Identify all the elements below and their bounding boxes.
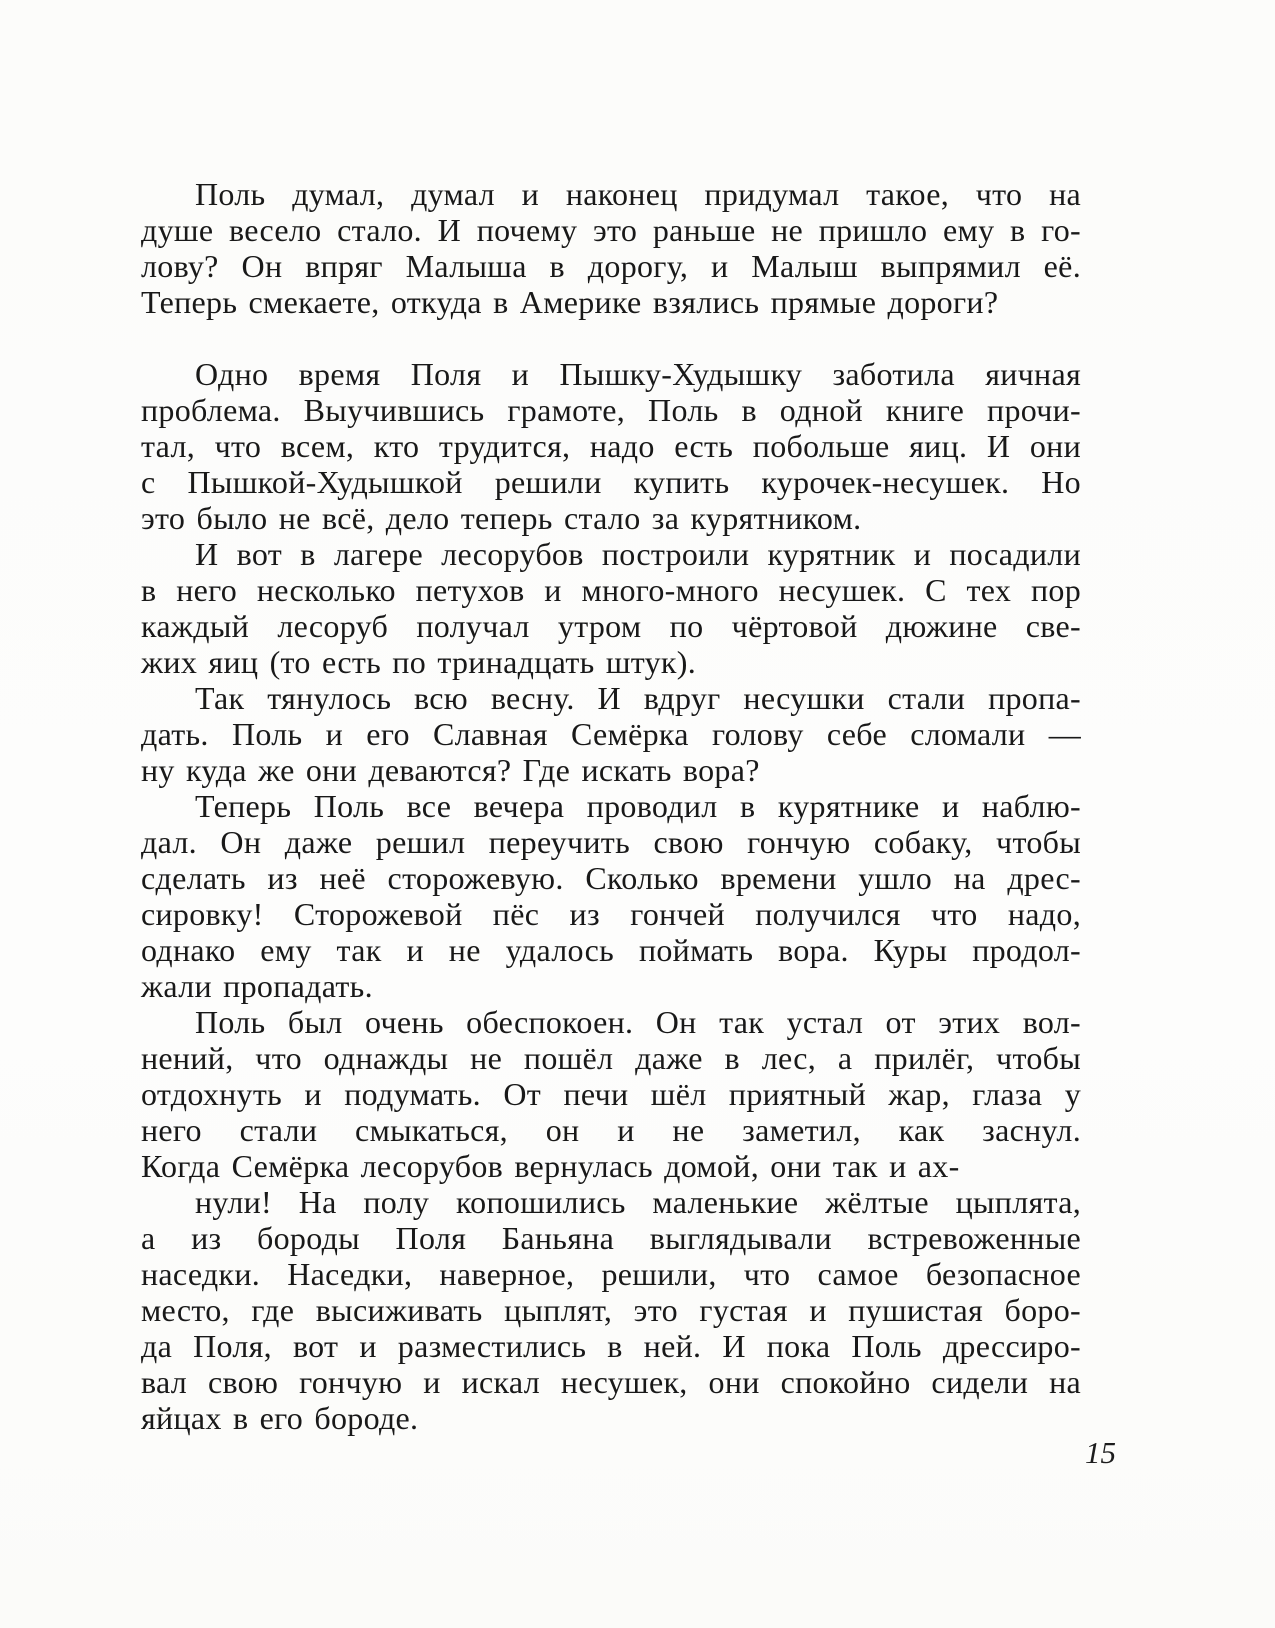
- text-line: жали пропадать.: [141, 968, 373, 1004]
- paragraph: [141, 176, 1081, 320]
- text-line: душе весело стало. И почему это раньше не пришло ему в го-: [141, 212, 1081, 248]
- paragraph: [141, 536, 1081, 680]
- text-line: вал свою гончую и искал несушек, они спокойно сидели на: [141, 1364, 1081, 1400]
- text-line: тал, что всем, кто трудится, надо есть побольше яиц. И они: [141, 428, 1081, 464]
- text-line: Так тянулось всю весну. И вдруг несушки стали пропа-: [195, 680, 1081, 716]
- text-line: И вот в лагере лесорубов построили курятник и посадили: [195, 536, 1081, 572]
- text-block: [141, 176, 1081, 1436]
- text-line: Поль был очень обеспокоен. Он так устал от этих вол-: [195, 1004, 1081, 1040]
- text-line: проблема. Выучившись грамоте, Поль в одной книге прочи-: [141, 392, 1081, 428]
- text-line: жих яиц (то есть по тринадцать штук).: [141, 644, 697, 680]
- paragraph: [141, 788, 1081, 1004]
- text-line: нули! На полу копошились маленькие жёлтые цыплята,: [195, 1184, 1081, 1220]
- text-line: в него несколько петухов и много-много несушек. С тех пор: [141, 572, 1081, 608]
- text-line: сделать из неё сторожевую. Сколько времени ушло на дрес-: [141, 860, 1081, 896]
- text-line: наседки. Наседки, наверное, решили, что самое безопасное: [141, 1256, 1081, 1292]
- text-line: а из бороды Поля Баньяна выглядывали встревоженные: [141, 1220, 1081, 1256]
- text-line: дать. Поль и его Славная Семёрка голову себе сломали —: [141, 716, 1081, 752]
- text-line: однако ему так и не удалось поймать вора. Куры продол-: [141, 932, 1081, 968]
- text-line: Поль думал, думал и наконец придумал такое, что на: [195, 176, 1081, 212]
- text-line: каждый лесоруб получал утром по чёртовой дюжине све-: [141, 608, 1081, 644]
- text-line: Теперь смекаете, откуда в Америке взялись прямые дороги?: [141, 284, 999, 320]
- text-line: Когда Семёрка лесорубов вернулась домой, они так и ах-: [141, 1148, 960, 1184]
- text-line: ну куда же они деваются? Где искать вора?: [141, 752, 760, 788]
- text-line: яйцах в его бороде.: [141, 1400, 419, 1436]
- text-line: Теперь Поль все вечера проводил в курятнике и наблю-: [195, 788, 1081, 824]
- text-line: нений, что однажды не пошёл даже в лес, а прилёг, чтобы: [141, 1040, 1081, 1076]
- text-line: лову? Он впряг Малыша в дорогу, и Малыш выпрямил её.: [141, 248, 1081, 284]
- text-line: это было не всё, дело теперь стало за курятником.: [141, 500, 862, 536]
- text-line: отдохнуть и подумать. От печи шёл приятный жар, глаза у: [141, 1076, 1081, 1112]
- paragraph: [141, 356, 1081, 536]
- text-line: Одно время Поля и Пышку-Худышку заботила яичная: [195, 356, 1081, 392]
- text-line: да Поля, вот и разместились в ней. И пока Поль дрессиро-: [141, 1328, 1081, 1364]
- page-number: 15: [1085, 1435, 1116, 1470]
- text-line: место, где высиживать цыплят, это густая и пушистая боро-: [141, 1292, 1081, 1328]
- text-line: с Пышкой-Худышкой решили купить курочек-несушек. Но: [141, 464, 1081, 500]
- paragraph: [141, 1184, 1081, 1436]
- text-line: сировку! Сторожевой пёс из гончей получился что надо,: [141, 896, 1081, 932]
- text-line: дал. Он даже решил переучить свою гончую собаку, чтобы: [141, 824, 1081, 860]
- paragraph: [141, 680, 1081, 788]
- paragraph: [141, 1004, 1081, 1184]
- text-line: него стали смыкаться, он и не заметил, как заснул.: [141, 1112, 1081, 1148]
